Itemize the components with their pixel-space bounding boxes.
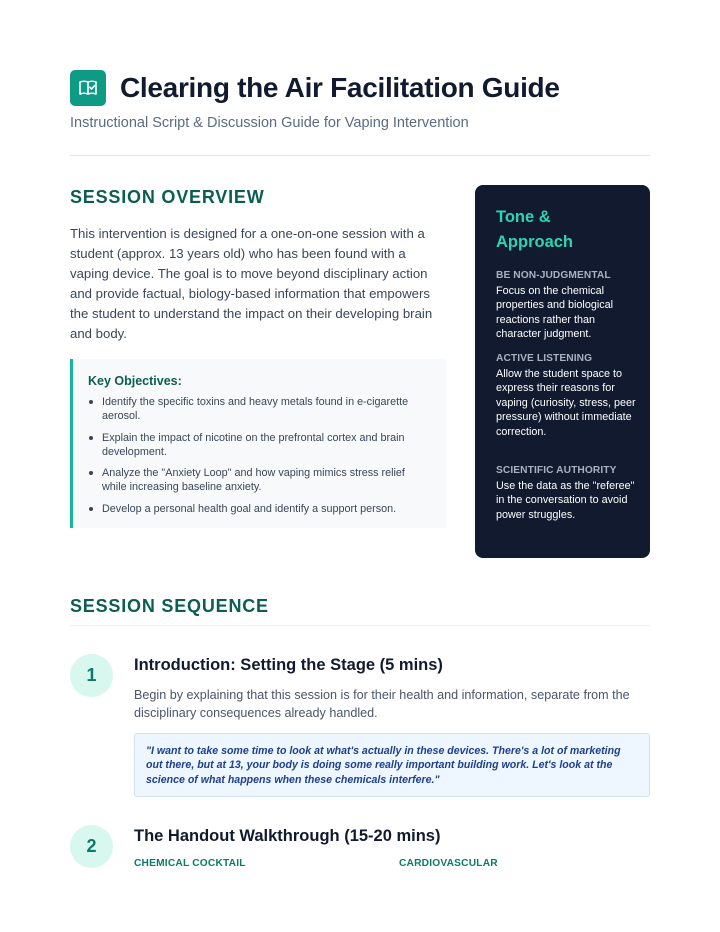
handout-column-label: CHEMICAL COCKTAIL bbox=[134, 858, 246, 869]
overview-heading: SESSION OVERVIEW bbox=[70, 187, 265, 207]
tone-section-label: ACTIVE LISTENING bbox=[496, 353, 593, 364]
objective-item: Develop a personal health goal and identify a support person. bbox=[88, 502, 428, 516]
step-title: Introduction: Setting the Stage (5 mins) bbox=[134, 656, 443, 674]
objective-item: Identify the specific toxins and heavy metals found in e-cigarette aerosol. bbox=[88, 395, 428, 424]
overview-text: This intervention is designed for a one-on-one session with a student (approx. 13 years old) who has been found with a vaping device. The goal is to move beyond disciplinary action and provide factual, biology-based information that empowers the student to understand the impact on their developing brain and body. bbox=[70, 226, 433, 341]
key-objectives-box bbox=[70, 359, 446, 528]
book-check-icon bbox=[70, 70, 106, 106]
sequence-divider bbox=[70, 625, 650, 626]
tone-section-scientific-authority bbox=[496, 464, 636, 522]
objectives-title: Key Objectives: bbox=[88, 374, 182, 388]
tone-section-label: SCIENTIFIC AUTHORITY bbox=[496, 465, 617, 476]
tone-approach-panel bbox=[475, 185, 650, 558]
step-number-badge: 1 bbox=[70, 654, 113, 697]
tone-title: Tone & Approach bbox=[496, 208, 574, 251]
handout-column-label: CARDIOVASCULAR bbox=[399, 858, 498, 869]
step-description: Begin by explaining that this session is for their health and information, separate from the disciplinary consequences already handled. bbox=[134, 688, 630, 720]
tone-section-body: Focus on the chemical properties and biological reactions rather than character judgment. bbox=[496, 284, 614, 340]
tone-section-label: BE NON-JUDGMENTAL bbox=[496, 270, 611, 281]
page-subtitle: Instructional Script & Discussion Guide for Vaping Intervention bbox=[70, 115, 469, 131]
sequence-heading: SESSION SEQUENCE bbox=[70, 596, 269, 616]
step-title: The Handout Walkthrough (15-20 mins) bbox=[134, 827, 441, 845]
objectives-list bbox=[88, 395, 428, 523]
objective-item: Explain the impact of nicotine on the prefrontal cortex and brain development. bbox=[88, 431, 428, 460]
step-number-badge: 2 bbox=[70, 825, 113, 868]
tone-section-active-listening bbox=[496, 352, 636, 439]
page-title: Clearing the Air Facilitation Guide bbox=[120, 72, 560, 103]
tone-section-non-judgmental bbox=[496, 269, 636, 342]
tone-section-body: Use the data as the "referee" in the conversation to avoid power struggles. bbox=[496, 479, 635, 521]
objective-item: Analyze the "Anxiety Loop" and how vaping mimics stress relief while increasing baseline anxiety. bbox=[88, 466, 428, 495]
tone-section-body: Allow the student space to express their reasons for vaping (curiosity, stress, peer pressure) without immediate correction. bbox=[496, 367, 636, 438]
header-divider bbox=[70, 155, 650, 156]
facilitator-script-quote: "I want to take some time to look at what's actually in these devices. There's a lot of marketing out there, but at 13, your body is doing some really important building work. Let's look at the science of what happens when these chemicals interfere." bbox=[134, 733, 650, 797]
